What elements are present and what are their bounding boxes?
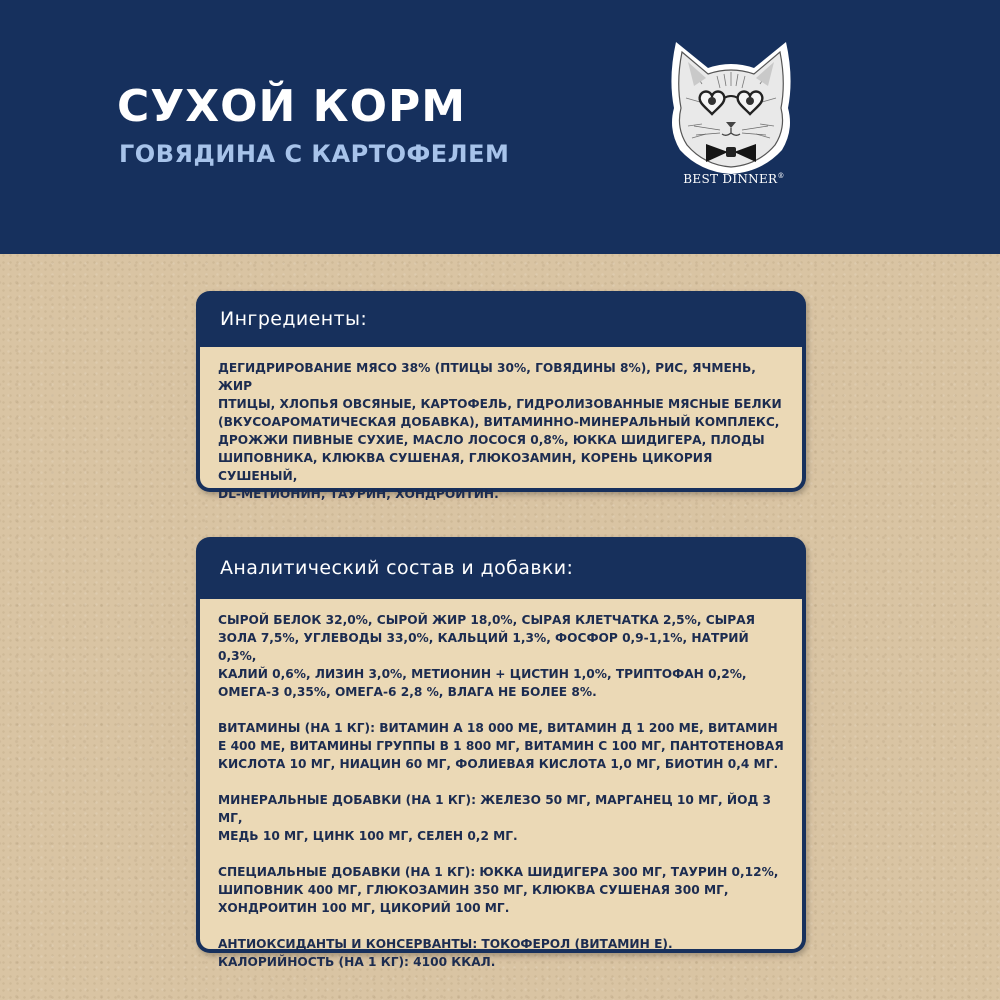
minerals-text: МИНЕРАЛЬНЫЕ ДОБАВКИ (НА 1 КГ): ЖЕЛЕЗО 50 МГ, МАРГАНЕЦ 10 МГ, ЙОД 3 МГ, МЕДЬ 10 МГ, ЦИНК 100 МГ, СЕЛЕН 0,2 МГ. xyxy=(218,793,772,843)
calories-text: КАЛОРИЙНОСТЬ (НА 1 КГ): 4100 ККАЛ. xyxy=(218,955,496,969)
ingredients-card xyxy=(196,291,806,501)
ingredients-heading: Ингредиенты: xyxy=(220,308,368,330)
analytic-body xyxy=(200,599,802,969)
antioxidants-text: АНТИОКСИДАНТЫ И КОНСЕРВАНТЫ: ТОКОФЕРОЛ (ВИТАМИН Е). xyxy=(218,937,673,951)
product-title: СУХОЙ КОРМ xyxy=(117,81,467,132)
header-banner xyxy=(0,0,1000,254)
vitamins-text: ВИТАМИНЫ (НА 1 КГ): ВИТАМИН А 18 000 МЕ, ВИТАМИН Д 1 200 МЕ, ВИТАМИН Е 400 МЕ, ВИТАМИНЫ ГРУППЫ В 1 800 МГ, ВИТАМИН С 100 МГ, ПАНТОТЕНОВАЯ КИСЛОТА 10 МГ, НИАЦИН 60 МГ, ФОЛИЕВАЯ КИСЛОТА 1,0 МГ, БИОТИН 0,4 МГ. xyxy=(218,721,784,771)
product-subtitle: ГОВЯДИНА С КАРТОФЕЛЕМ xyxy=(119,140,510,168)
special-additives-text: СПЕЦИАЛЬНЫЕ ДОБАВКИ (НА 1 КГ): ЮККА ШИДИГЕРА 300 МГ, ТАУРИН 0,12%, ШИПОВНИК 400 МГ, ГЛЮКОЗАМИН 350 МГ, КЛЮКВА СУШЕНАЯ 300 МГ, ХОНДРОИТИН 100 МГ, ЦИКОРИЙ 100 МГ. xyxy=(218,865,779,915)
analytic-heading: Аналитический состав и добавки: xyxy=(220,557,574,579)
brand-name: BEST DINNER® xyxy=(683,172,785,186)
ingredients-text: ДЕГИДРИРОВАНИЕ МЯСО 38% (ПТИЦЫ 30%, ГОВЯДИНЫ 8%), РИС, ЯЧМЕНЬ, ЖИР ПТИЦЫ, ХЛОПЬЯ ОВСЯНЫЕ, КАРТОФЕЛЬ, ГИДРОЛИЗОВАННЫЕ МЯСНЫЕ БЕЛКИ (ВКУСОАРОМАТИЧЕСКАЯ ДОБАВКА), ВИТАМИННО-МИНЕРАЛЬНЫЙ КОМПЛЕКС, ДРОЖЖИ ПИВНЫЕ СУХИЕ, МАСЛО ЛОСОСЯ 0,8%, ЮККА ШИДИГЕРА, ПЛОДЫ ШИПОВНИКА, КЛЮКВА СУШЕНАЯ, ГЛЮКОЗАМИН, КОРЕНЬ ЦИКОРИЯ СУШЕНЫЙ, DL-МЕТИОНИН, ТАУРИН, ХОНДРОИТИН. xyxy=(218,361,782,501)
analytic-card xyxy=(196,537,806,969)
ingredients-body xyxy=(200,347,802,501)
composition-text: СЫРОЙ БЕЛОК 32,0%, СЫРОЙ ЖИР 18,0%, СЫРАЯ КЛЕТЧАТКА 2,5%, СЫРАЯ ЗОЛА 7,5%, УГЛЕВОДЫ 33,0%, КАЛЬЦИЙ 1,3%, ФОСФОР 0,9-1,1%, НАТРИЙ 0,3%, КАЛИЙ 0,6%, ЛИЗИН 3,0%, МЕТИОНИН + ЦИСТИН 1,0%, ТРИПТОФАН 0,2%, ОМЕГА-3 0,35%, ОМЕГА-6 2,8 %, ВЛАГА НЕ БОЛЕЕ 8%. xyxy=(218,613,756,699)
